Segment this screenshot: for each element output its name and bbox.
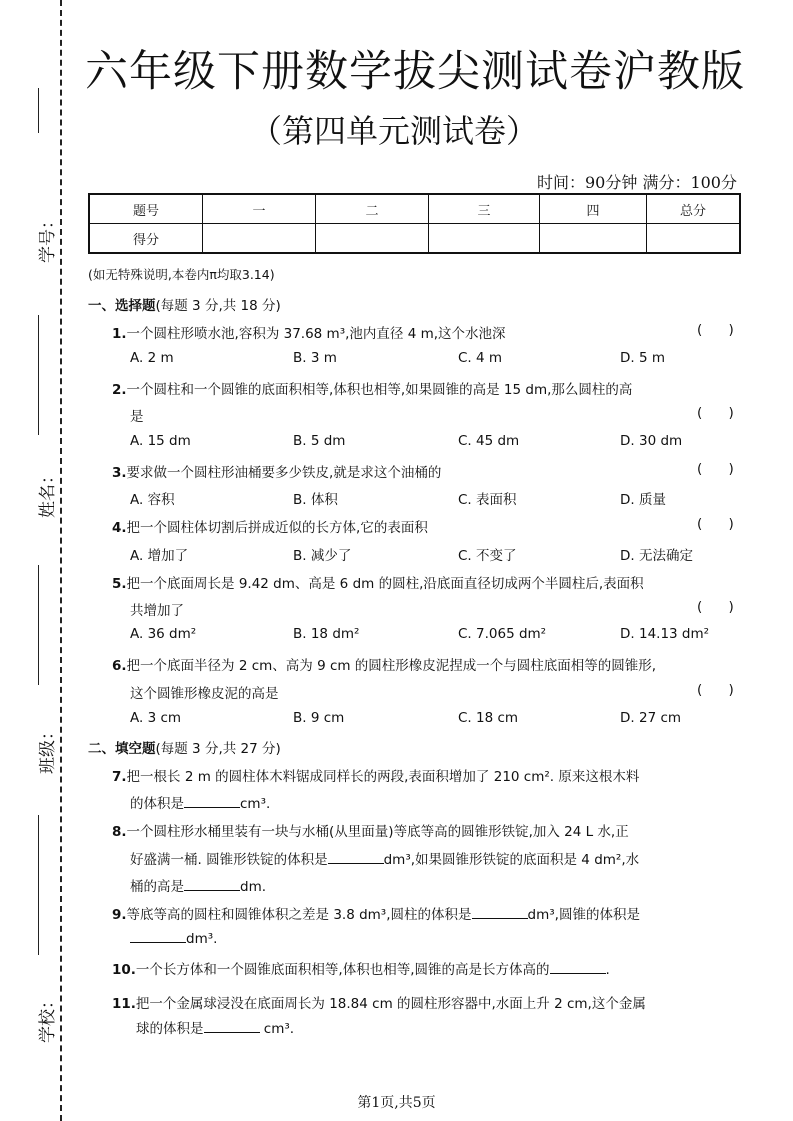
option-a: A. 容积 bbox=[130, 492, 175, 508]
answer-blank[interactable] bbox=[328, 851, 384, 864]
student-id-label: 学号： bbox=[38, 212, 58, 263]
side-underline bbox=[38, 815, 39, 955]
option-c: C. 18 cm bbox=[458, 710, 519, 726]
question-6: 6.把一个底面半径为 2 cm、高为 9 cm 的圆柱形橡皮泥捏成一个与圆柱底面相等的圆锥形, bbox=[112, 658, 657, 674]
option-d: D. 无法确定 bbox=[620, 548, 693, 564]
question-3: 3.要求做一个圆柱形油桶要多少铁皮,就是求这个油桶的 bbox=[112, 465, 442, 481]
question-8-cont: 桶的高是 dm. bbox=[130, 879, 267, 895]
answer-blank[interactable] bbox=[184, 795, 240, 808]
question-5-cont: 共增加了 bbox=[130, 603, 184, 619]
option-d: D. 质量 bbox=[620, 492, 666, 508]
table-cell: 题号 bbox=[89, 194, 203, 224]
score-cell[interactable] bbox=[540, 224, 647, 254]
option-a: A. 15 dm bbox=[130, 433, 191, 449]
option-a: A. 3 cm bbox=[130, 710, 182, 726]
score-cell[interactable] bbox=[316, 224, 429, 254]
option-a: A. 增加了 bbox=[130, 548, 189, 564]
question-11: 11.把一个金属球浸没在底面周长为 18.84 cm 的圆柱形容器中,水面上升 2 cm,这个金属 bbox=[112, 996, 646, 1012]
school-label: 学校： bbox=[38, 992, 58, 1043]
question-2: 2.一个圆柱和一个圆锥的底面积相等,体积也相等,如果圆锥的高是 15 dm,那么圆柱的高 bbox=[112, 382, 633, 398]
option-b: B. 减少了 bbox=[293, 548, 352, 564]
name-label: 姓名： bbox=[38, 467, 58, 518]
section-heading: 二、填空题(每题 3 分,共 27 分) bbox=[88, 741, 281, 757]
question-1: 1.一个圆柱形喷水池,容积为 37.68 m³,池内直径 4 m,这个水池深 bbox=[112, 326, 506, 342]
option-c: C. 45 dm bbox=[458, 433, 520, 449]
answer-paren[interactable]: ( ) bbox=[697, 516, 734, 532]
page-subtitle: （第四单元测试卷） bbox=[250, 112, 539, 150]
page-title: 六年级下册数学拔尖测试卷沪教版 bbox=[85, 47, 745, 97]
option-c: C. 4 m bbox=[458, 350, 503, 366]
score-table bbox=[88, 193, 741, 254]
score-cell[interactable] bbox=[203, 224, 316, 254]
option-a: A. 36 dm² bbox=[130, 626, 197, 642]
option-d: D. 5 m bbox=[620, 350, 666, 366]
class-label: 班级： bbox=[38, 723, 58, 774]
option-d: D. 30 dm bbox=[620, 433, 683, 449]
section-heading: 一、选择题(每题 3 分,共 18 分) bbox=[88, 298, 281, 314]
option-b: B. 3 m bbox=[293, 350, 337, 366]
side-underline bbox=[38, 315, 39, 435]
table-row bbox=[89, 224, 740, 254]
option-a: A. 2 m bbox=[130, 350, 174, 366]
option-d: D. 14.13 dm² bbox=[620, 626, 710, 642]
score-cell[interactable] bbox=[429, 224, 540, 254]
answer-paren[interactable]: ( ) bbox=[697, 461, 734, 477]
question-2-cont: 是 bbox=[130, 409, 144, 425]
page-footer: 第1页,共5页 bbox=[357, 1095, 436, 1111]
option-b: B. 18 dm² bbox=[293, 626, 360, 642]
table-cell: 一 bbox=[203, 194, 316, 224]
note: (如无特殊说明,本卷内π均取3.14) bbox=[88, 267, 275, 282]
option-d: D. 27 cm bbox=[620, 710, 682, 726]
question-6-cont: 这个圆锥形橡皮泥的高是 bbox=[130, 686, 279, 702]
question-8-cont: 好盛满一桶. 圆锥形铁锭的体积是 dm³,如果圆锥形铁锭的底面积是 4 dm²,水 bbox=[130, 852, 640, 868]
table-cell: 四 bbox=[540, 194, 647, 224]
question-10: 10.一个长方体和一个圆锥底面积相等,体积也相等,圆锥的高是长方体高的 . bbox=[112, 962, 610, 978]
answer-paren[interactable]: ( ) bbox=[697, 682, 734, 698]
option-b: B. 5 dm bbox=[293, 433, 346, 449]
table-cell: 总分 bbox=[647, 194, 741, 224]
option-c: C. 表面积 bbox=[458, 492, 517, 508]
option-c: C. 7.065 dm² bbox=[458, 626, 547, 642]
table-cell: 二 bbox=[316, 194, 429, 224]
answer-blank[interactable] bbox=[184, 878, 240, 891]
answer-blank[interactable] bbox=[204, 1020, 260, 1033]
answer-paren[interactable]: ( ) bbox=[697, 405, 734, 421]
binding-dashed-line bbox=[60, 0, 62, 1121]
question-7: 7.把一根长 2 m 的圆柱体木料锯成同样长的两段,表面积增加了 210 cm². 原来这根木料 bbox=[112, 769, 640, 785]
question-5: 5.把一个底面周长是 9.42 dm、高是 6 dm 的圆柱,沿底面直径切成两个半圆柱后,表面积 bbox=[112, 576, 644, 592]
question-11-cont: 球的体积是 cm³. bbox=[136, 1021, 295, 1037]
question-9: 9.等底等高的圆柱和圆锥体积之差是 3.8 dm³,圆柱的体积是 dm³,圆锥的体积是 bbox=[112, 907, 640, 923]
table-row bbox=[89, 194, 740, 224]
answer-blank[interactable] bbox=[472, 906, 528, 919]
answer-blank[interactable] bbox=[130, 930, 186, 943]
question-7-cont: 的体积是 cm³. bbox=[130, 796, 271, 812]
table-cell: 三 bbox=[429, 194, 540, 224]
question-8: 8.一个圆柱形水桶里装有一块与水桶(从里面量)等底等高的圆锥形铁锭,加入 24 L 水,正 bbox=[112, 824, 629, 840]
score-cell[interactable] bbox=[647, 224, 741, 254]
table-cell: 得分 bbox=[89, 224, 203, 254]
side-underline bbox=[38, 565, 39, 685]
option-b: B. 体积 bbox=[293, 492, 338, 508]
answer-paren[interactable]: ( ) bbox=[697, 322, 734, 338]
answer-blank[interactable] bbox=[550, 961, 606, 974]
question-9-cont: dm³. bbox=[130, 930, 217, 947]
time-info: 时间：90分钟 满分：100分 bbox=[537, 173, 737, 192]
option-b: B. 9 cm bbox=[293, 710, 345, 726]
question-4: 4.把一个圆柱体切割后拼成近似的长方体,它的表面积 bbox=[112, 520, 428, 536]
answer-paren[interactable]: ( ) bbox=[697, 599, 734, 615]
option-c: C. 不变了 bbox=[458, 548, 517, 564]
